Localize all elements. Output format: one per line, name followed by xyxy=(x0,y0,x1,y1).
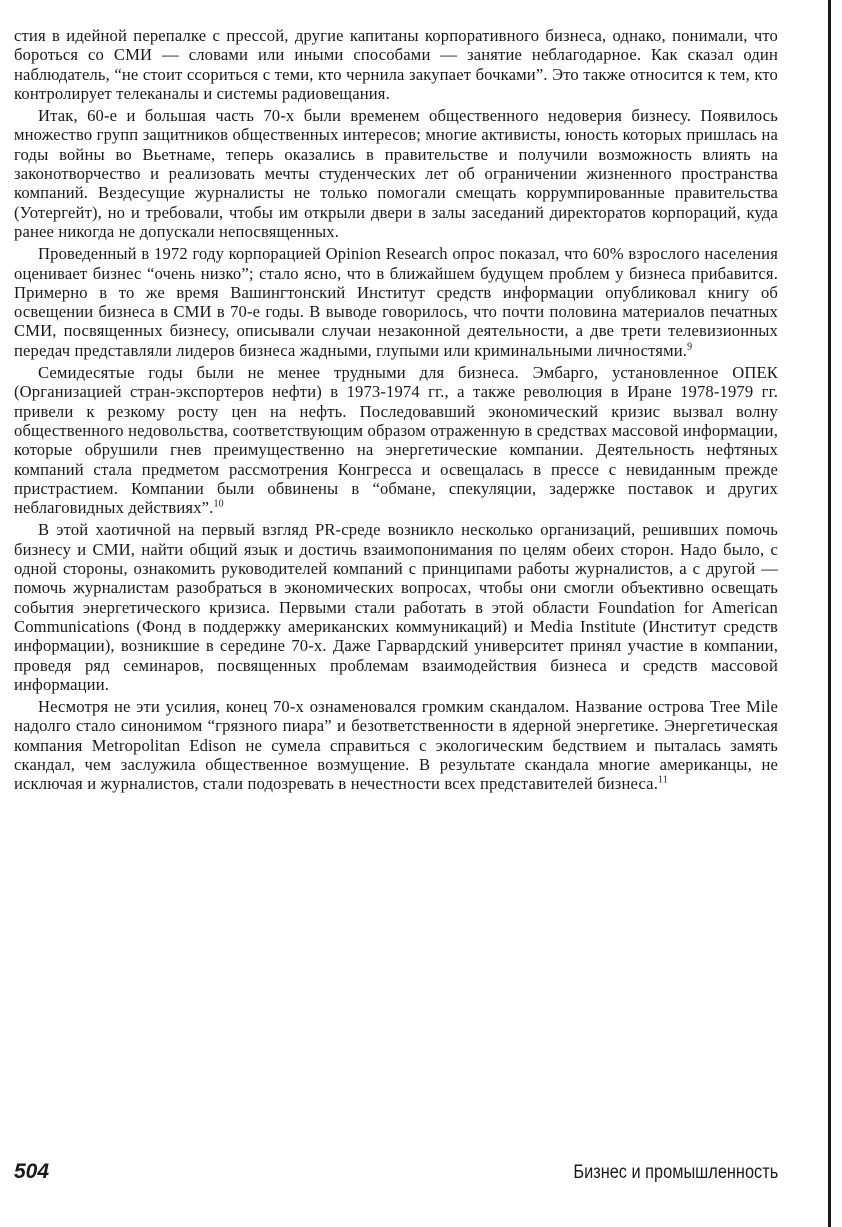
footnote-ref-10[interactable]: 10 xyxy=(213,498,224,510)
page-body xyxy=(14,26,778,794)
paragraph-3-text: Проведенный в 1972 году корпорацией Opinion Research опрос показал, что 60% взрослого населения оценивает бизнес “очень низко”; стало ясно, что в ближайшем будущем проблем у бизнеса прибавится. Примерно в то же время Вашингтонский Институт средств информации опубликовал книгу об освещении бизнеса в СМИ в 70-е годы. В выводе говорилось, что почти половина материалов печатных СМИ, посвященных бизнесу, описывали случаи незаконной деятельности, а две трети телевизионных передач представляли лидеров бизнеса жадными, глупыми или криминальными личностями. xyxy=(14,244,778,360)
paragraph-2-text: Итак, 60-е и большая часть 70-х были временем общественного недоверия бизнесу. Появилось множество групп защитников общественных интересов; многие активисты, юность которых пришлась на годы войны во Вьетнаме, теперь оказались в правительстве и получили возможность влиять на законотворчество и реализовать мечты студенческих лет об ограничении жизненного пространства компаний. Вездесущие журналисты не только помогали смещать коррумпированные правительства (Уотергейт), но и требовали, чтобы им открыли двери в залы заседаний директоратов корпораций, куда ранее никогда не допускали непосвященных. xyxy=(14,106,778,241)
paragraph-1-text: стия в идейной перепалке с прессой, другие капитаны корпоративного бизнеса, однако, понимали, что бороться со СМИ — словами или иными способами — занятие неблагодарное. Как сказал один наблюдатель, “не стоит ссориться с теми, кто чернила закупает бочками”. Это также относится к тем, кто контролирует телеканалы и системы радиовещания. xyxy=(14,26,778,103)
paragraph-5 xyxy=(14,520,778,694)
footnote-ref-9[interactable]: 9 xyxy=(687,341,693,353)
running-title: Бизнес и промышленность xyxy=(573,1162,778,1183)
paragraph-1 xyxy=(14,26,778,103)
footnote-ref-11[interactable]: 11 xyxy=(658,774,668,786)
paragraph-2 xyxy=(14,106,778,241)
paragraph-5-text: В этой хаотичной на первый взгляд PR-среде возникло несколько организаций, решивших помочь бизнесу и СМИ, найти общий язык и достичь взаимопонимания по целям обеих сторон. Надо было, с одной стороны, ознакомить руководителей компаний с принципами работы журналистов, а с другой — помочь журналистам разобраться в экономических вопросах, чтобы они смогли объективно освещать события энергетического кризиса. Первыми стали работать в этой области Foundation for American Communications (Фонд в поддержку американских коммуникаций) и Media Institute (Институт средств информации), возникшие в середине 70-х. Даже Гарвардский университет принял участие в компании, проведя ряд семинаров, посвященных проблемам взаимодействия бизнеса и средств массовой информации. xyxy=(14,520,778,694)
page-number: 504 xyxy=(14,1160,50,1183)
paragraph-6-text: Несмотря не эти усилия, конец 70-х ознаменовался громким скандалом. Название острова Tree Mile надолго стало синонимом “грязного пиара” и безответственности в ядерной энергетике. Энергетическая компания Metropolitan Edison не сумела справиться с экологическим бедствием и пыталась замять скандал, чем заслужила общественное возмущение. В результате скандала многие американцы, не исключая и журналистов, стали подозревать в нечестности всех представителей бизнеса. xyxy=(14,697,778,794)
page-footer xyxy=(14,1160,778,1190)
page-edge-rule xyxy=(828,0,831,1227)
paragraph-4 xyxy=(14,363,778,517)
paragraph-6 xyxy=(14,697,778,793)
paragraph-3 xyxy=(14,244,778,360)
paragraph-4-text: Семидесятые годы были не менее трудными для бизнеса. Эмбарго, установленное ОПЕК (Организацией стран-экспортеров нефти) в 1973-1974 гг., а также революция в Иране 1978-1979 гг. привели к резкому росту цен на нефть. Последовавший экономический кризис вызвал волну общественного недовольства, соответствующим образом отраженную в средствах массовой информации, которые обрушили гнев преимущественно на энергетические компании. Деятельность нефтяных компаний стала предметом рассмотрения Конгресса и освещалась в прессе с невиданным прежде пристрастием. Компании были обвинены в “обмане, спекуляции, задержке поставок и других неблаговидных действиях”. xyxy=(14,363,778,518)
